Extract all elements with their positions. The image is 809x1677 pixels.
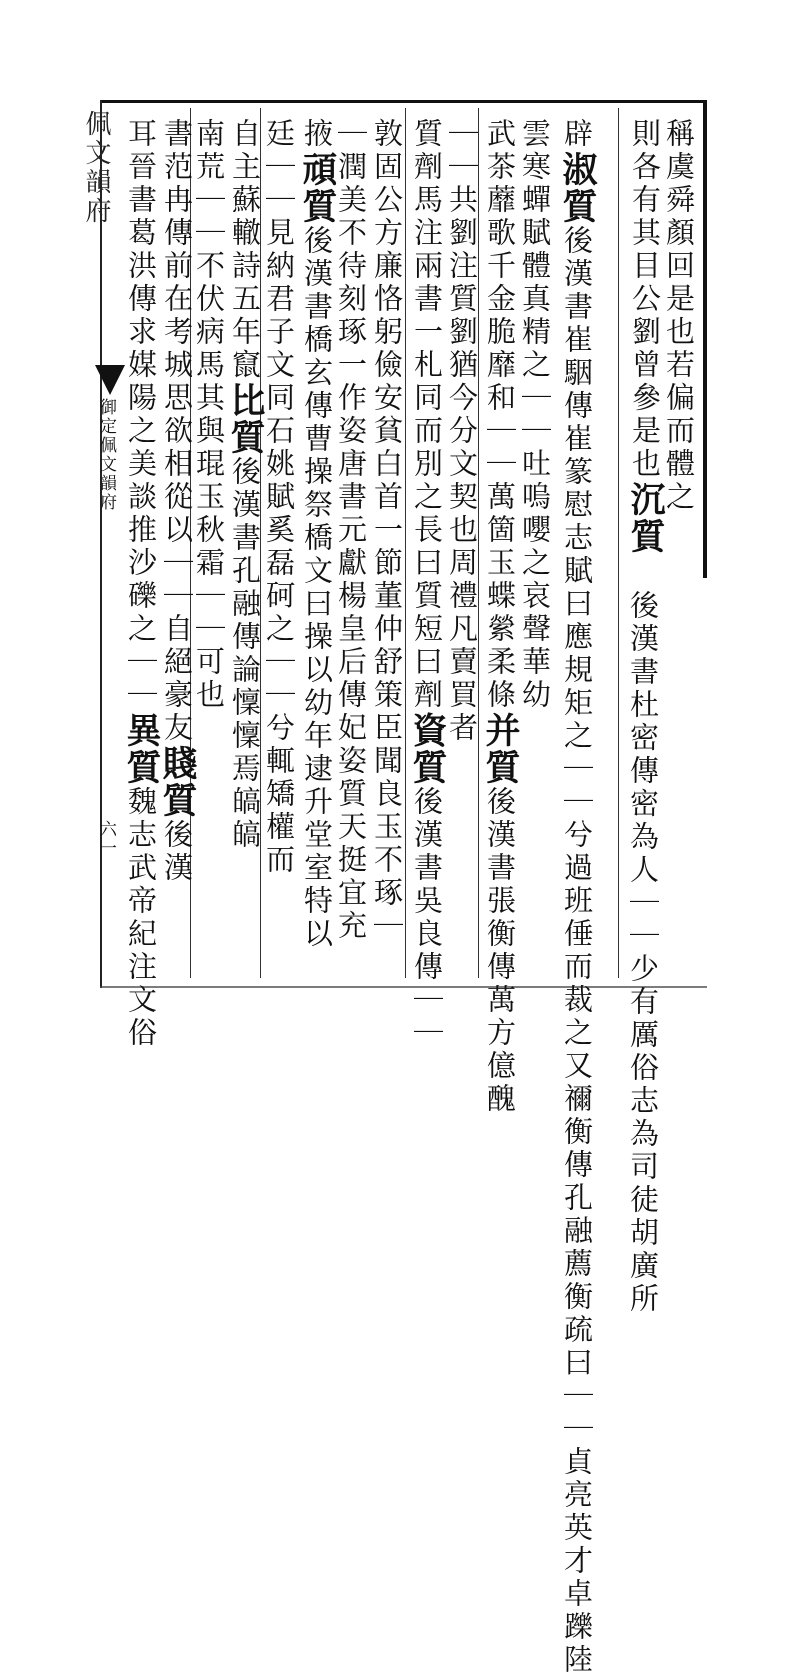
column-text: 質劑馬注兩書一札同而別之長曰質短曰劑 [410,118,444,712]
entry-heading: 資質 [407,712,448,786]
text-column [445,118,479,978]
column-text: 稱虞舜顏回是也若偏而體之 [662,118,696,514]
text-column [407,118,448,1050]
right-border [703,100,707,578]
text-column [334,118,368,978]
text-column [157,118,198,978]
column-text: 廷 [262,118,296,151]
text-column [557,118,598,1677]
column-text: 魏志武帝紀注文俗 [124,786,158,1050]
column-text: 後漢書張衡傳萬方億醜 [483,786,517,1116]
column-text: ｜｜見納君子文同石姚賦奚磊砢之｜｜兮輒矯權而 [262,151,296,877]
column-text: 後漢書崔駰傳崔篆慰志賦曰應規矩之｜｜兮過班倕而裁之又禰衡傳孔融薦衡疏曰｜｜貞亮英才卓躒陸 [560,225,594,1677]
column-text: 後漢書杜密傳密為人｜｜少有厲俗志為司徒胡廣所 [626,590,660,1316]
fish-tail-mark [95,365,125,395]
column-text: ｜潤美不待刻琢一作姿唐書元獻楊皇后傳妃姿質天挺宜充 [334,118,368,943]
entry-heading: 頑質 [297,151,338,225]
text-column [297,118,338,978]
folio-number: 六一 [96,820,116,858]
column-text: 書范冉傳前在考城思欲相從以｜｜自絕豪友 [160,118,194,745]
text-column [662,118,696,978]
column-text: 辟 [560,118,594,151]
text-column [370,118,404,978]
entry-heading: 異質 [121,712,162,786]
column-divider [405,108,406,978]
text-column [225,118,266,978]
column-text: 耳晉書葛洪傳求媒陽之美談推沙礫之｜｜ [124,118,158,712]
column-text: 後漢 [160,819,194,885]
column-text: 後漢書吳良傳｜｜ [410,786,444,1050]
entry-heading: 并質 [480,712,521,786]
column-text: 馬其與琨玉秋霜｜｜可也 [192,349,226,712]
entry-heading: 賤質 [157,745,198,819]
column-text: ｜｜共劉注質劉猶今分文契也周禮凡賣買者 [445,118,479,745]
column-text: 則各有其目公劉曾參是也 [628,118,662,481]
entry-heading: 沉質 [625,481,666,555]
spine-title: 佩文韻府 [81,110,111,226]
top-border [100,100,707,103]
text-column [192,118,226,978]
book-title: 御定佩文韻府 [96,398,116,512]
text-column [518,118,552,978]
text-column [262,118,296,978]
bottom-border [100,986,707,988]
column-text: 南荒｜｜不伏病 [192,118,226,349]
entry-heading: 淑質 [557,151,598,225]
column-text: 掖 [300,118,334,151]
text-column [121,118,162,1050]
column-text: 武茶蘼歌千金脆靡和｜｜萬箇玉蝶縈柔條 [483,118,517,712]
column-text: 敦固公方廉恪躬儉安貧白首一節董仲舒策臣聞良玉不琢｜ [370,118,404,943]
column-divider [618,108,619,978]
column-text: 後漢書橋玄傳曹操祭橋文曰操以幼年逮升堂室特以 [300,225,334,951]
entry-heading: 比質 [225,382,266,456]
text-column-continued [626,590,660,1316]
column-text: 後漢書孔融傳論懍懍焉皜皜 [228,456,262,852]
column-text: 雲寒蟬賦體真精之｜｜吐嗚嚶之哀聲華幼 [518,118,552,712]
column-text: 自主蘇轍詩五年竄 [228,118,262,382]
text-column [480,118,521,1116]
